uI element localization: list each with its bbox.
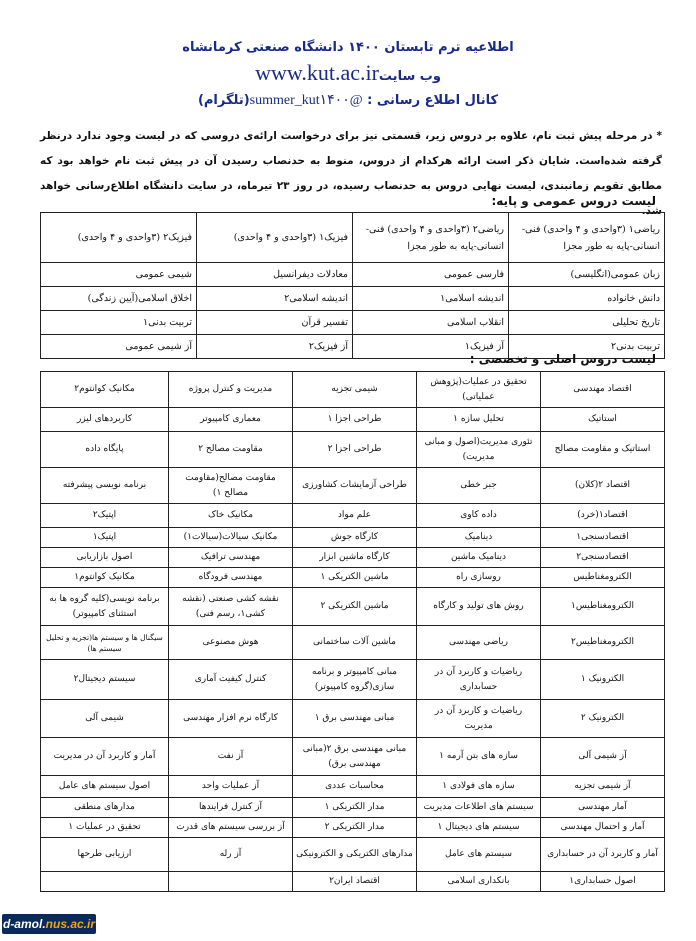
table-cell: آمار و احتمال مهندسی [541, 818, 665, 838]
table-cell: مکانیک خاک [169, 504, 293, 528]
table-cell: روش های تولید و کارگاه [417, 588, 541, 626]
table-row [41, 213, 665, 263]
table-cell: شیمی تجزیه [293, 372, 417, 408]
table-cell: طراحی اجزا ۲ [293, 432, 417, 468]
table-cell: مکانیک کوانتوم۱ [41, 568, 169, 588]
table-cell: سازه های بتن آرمه ۱ [417, 738, 541, 776]
table-cell: پایگاه داده [41, 432, 169, 468]
table-cell: اپتیک۲ [41, 504, 169, 528]
notice-paragraph: * در مرحله پیش ثبت نام، علاوه بر دروس زیر، قسمتی نیز برای درخواست ارائه‌ی دروسی که در لیست وجود ندارد درنظر گرفته شده‌است. شایان ذکر است ارائه هرکدام از دروس، منوط به حدنصاب رسیدن آن در پیش ثبت نام خواهد بود که مطابق تقویم زمانبندی، لیست نهایی دروس به حدنصاب رسیده، در روز ۲۳ تیرماه، در سایت دانشگاه اطلاع‌رسانی خواهد شد. [40, 130, 662, 217]
table-cell: اقتصاد ایران۲ [293, 872, 417, 892]
table-cell: اصول بازاریابی [41, 548, 169, 568]
table-cell: مدار الکتریکی ۱ [293, 798, 417, 818]
general-courses-heading: لیست دروس عمومی و پایه: [491, 194, 656, 208]
table-cell: اندیشه اسلامی۱ [353, 287, 509, 311]
specialized-courses-heading: لیست دروس اصلی و تخصصی : [469, 352, 656, 366]
table-cell: آز عملیات واحد [169, 776, 293, 798]
table-cell: شیمی آلی [41, 700, 169, 738]
table-cell: ماشین الکتریکی ۲ [293, 588, 417, 626]
table-cell: طراحی آزمایشات کشاورزی [293, 468, 417, 504]
channel-suffix: (تلگرام) [197, 93, 250, 108]
table-cell: مکانیک کوانتوم۲ [41, 372, 169, 408]
table-cell: آمار و کاربرد آن در مدیریت [41, 738, 169, 776]
table-cell: کارگاه جوش [293, 528, 417, 548]
table-cell: مبانی مهندسی برق ۱ [293, 700, 417, 738]
table-cell: ماشین آلات ساختمانی [293, 626, 417, 660]
table-cell: برنامه نویسی پیشرفته [41, 468, 169, 504]
table-row [41, 408, 665, 432]
table-row [41, 287, 665, 311]
table-cell: تربیت بدنی۲ [509, 335, 665, 359]
table-cell: مهندسی فرودگاه [169, 568, 293, 588]
table-cell: معماری کامپیوتر [169, 408, 293, 432]
table-cell: جبر خطی [417, 468, 541, 504]
table-cell: ریاضی۲ (۳واحدی و ۴ واحدی) فنی-انسانی-پایه به طور مجزا [353, 213, 509, 263]
table-row [41, 311, 665, 335]
table-cell: تئوری مدیریت(اصول و مبانی مدیریت) [417, 432, 541, 468]
logo-main: d-amol. [2, 917, 46, 931]
table-cell: سیستم دیجیتال۲ [41, 660, 169, 700]
table-cell: محاسبات عددی [293, 776, 417, 798]
table-cell: سازه های فولادی ۱ [417, 776, 541, 798]
table-cell: آز فیزیک۲ [197, 335, 353, 359]
table-cell: تفسیر قرآن [197, 311, 353, 335]
channel-line [0, 92, 696, 109]
table-row [41, 468, 665, 504]
table-cell: سیستم های دیجیتال ۱ [417, 818, 541, 838]
table-cell: اقتصادسنجی۱ [541, 528, 665, 548]
general-courses-table [40, 212, 665, 359]
table-cell: شیمی عمومی [41, 263, 197, 287]
table-cell: کارگاه ماشین ابزار [293, 548, 417, 568]
table-row [41, 738, 665, 776]
channel-handle[interactable]: @summer_kut۱۴۰۰ [249, 93, 363, 108]
specialized-courses-table [40, 371, 665, 892]
table-cell: آز فیزیک۱ [353, 335, 509, 359]
table-row [41, 818, 665, 838]
table-cell: مدیریت و کنترل پروژه [169, 372, 293, 408]
table-row [41, 872, 665, 892]
table-cell: اندیشه اسلامی۲ [197, 287, 353, 311]
table-cell: تربیت بدنی۱ [41, 311, 197, 335]
table-cell: آمار مهندسی [541, 798, 665, 818]
table-cell: مبانی کامپیوتر و برنامه سازی(گروه کامپیوتر) [293, 660, 417, 700]
table-row [41, 588, 665, 626]
table-cell: هوش مصنوعی [169, 626, 293, 660]
table-cell: استاتیک و مقاومت مصالح [541, 432, 665, 468]
table-cell: معادلات دیفرانسیل [197, 263, 353, 287]
table-cell: مکانیک سیالات(سیالات۱) [169, 528, 293, 548]
table-cell: مقاومت مصالح(مقاومت مصالح ۱) [169, 468, 293, 504]
table-cell: اپتیک۱ [41, 528, 169, 548]
table-row [41, 626, 665, 660]
table-cell: کاربردهای لیزر [41, 408, 169, 432]
table-cell: مقاومت مصالح ۲ [169, 432, 293, 468]
table-row [41, 700, 665, 738]
table-cell: دینامیک [417, 528, 541, 548]
table-cell: اقتصاد مهندسی [541, 372, 665, 408]
table-row [41, 548, 665, 568]
table-row [41, 776, 665, 798]
table-cell: تحقیق در عملیات(پژوهش عملیاتی) [417, 372, 541, 408]
table-cell: انقلاب اسلامی [353, 311, 509, 335]
table-cell: اقتصاد ۲(کلان) [541, 468, 665, 504]
table-cell: آز نفت [169, 738, 293, 776]
table-cell: مهندسی ترافیک [169, 548, 293, 568]
table-cell: آز شیمی آلی [541, 738, 665, 776]
table-cell: الکترونیک ۱ [541, 660, 665, 700]
table-cell: تاریخ تحلیلی [509, 311, 665, 335]
table-cell: بانکداری اسلامی [417, 872, 541, 892]
table-cell: تحقیق در عملیات ۱ [41, 818, 169, 838]
table-row [41, 263, 665, 287]
table-cell: اصول سیستم های عامل [41, 776, 169, 798]
table-cell: اقتصاد۱(خرد) [541, 504, 665, 528]
table-cell: نقشه کشی صنعتی (نقشه کشی۱، رسم فنی) [169, 588, 293, 626]
table-cell: سیگنال ها و سیستم ها(تجزیه و تحلیل سیستم ها) [41, 626, 169, 660]
table-row [41, 798, 665, 818]
table-cell: کنترل کیفیت آماری [169, 660, 293, 700]
table-cell: مدارهای الکتریکی و الکترونیکی [293, 838, 417, 872]
table-cell: ماشین الکتریکی ۱ [293, 568, 417, 588]
table-cell [169, 872, 293, 892]
table-cell: فیزیک۲ (۳واحدی و ۴ واحدی) [41, 213, 197, 263]
table-cell: داده کاوی [417, 504, 541, 528]
table-cell: آز شیمی عمومی [41, 335, 197, 359]
table-cell: مدارهای منطقی [41, 798, 169, 818]
table-row [41, 838, 665, 872]
table-cell: فیزیک۱ (۳واحدی و ۴ واحدی) [197, 213, 353, 263]
page-title: اطلاعیه ترم تابستان ۱۴۰۰ دانشگاه صنعتی کرمانشاه [182, 40, 514, 55]
table-cell: ریاضیات و کاربرد آن در مدیریت [417, 700, 541, 738]
table-row [41, 528, 665, 548]
table-cell: اقتصادسنجی۲ [541, 548, 665, 568]
table-cell: زبان عمومی(انگلیسی) [509, 263, 665, 287]
table-cell: روسازی راه [417, 568, 541, 588]
table-row [41, 568, 665, 588]
table-row [41, 372, 665, 408]
table-cell: طراحی اجزا ۱ [293, 408, 417, 432]
table-cell: فارسی عمومی [353, 263, 509, 287]
table-cell: مدار الکتریکی ۲ [293, 818, 417, 838]
table-cell [41, 872, 169, 892]
website-label: وب سایت [378, 69, 441, 84]
table-cell: الکترومغناطیس [541, 568, 665, 588]
channel-label: کانال اطلاع رسانی : [367, 93, 499, 108]
table-cell: استاتیک [541, 408, 665, 432]
table-cell: ریاضیات و کاربرد آن در حسابداری [417, 660, 541, 700]
table-cell: الکترومغناطیس۱ [541, 588, 665, 626]
table-cell: مبانی مهندسی برق ۲(مبانی مهندسی برق) [293, 738, 417, 776]
table-cell: سیستم های اطلاعات مدیریت [417, 798, 541, 818]
table-cell: ارزیابی طرحها [41, 838, 169, 872]
logo-accent: nus.ac.ir [45, 917, 96, 931]
table-cell: آز رله [169, 838, 293, 872]
website-line [0, 60, 696, 86]
table-cell: آمار و کاربرد آن در حسابداری [541, 838, 665, 872]
table-row [41, 432, 665, 468]
table-cell: الکترومغناطیس۲ [541, 626, 665, 660]
table-cell: برنامه نویسی(کلیه گروه ها به استثنای کامپیوتر) [41, 588, 169, 626]
table-cell: علم مواد [293, 504, 417, 528]
table-cell: کارگاه نرم افزار مهندسی [169, 700, 293, 738]
table-row [41, 504, 665, 528]
table-cell: سیستم های عامل [417, 838, 541, 872]
table-cell: اخلاق اسلامی(آیین زندگی) [41, 287, 197, 311]
table-cell: ریاضی۱ (۳واحدی و ۴ واحدی) فنی-انسانی-پایه به طور مجزا [509, 213, 665, 263]
table-cell: دینامیک ماشین [417, 548, 541, 568]
table-cell: آز بررسی سیستم های قدرت [169, 818, 293, 838]
table-cell: تحلیل سازه ۱ [417, 408, 541, 432]
table-cell: آز کنترل فرایندها [169, 798, 293, 818]
table-cell: اصول حسابداری۱ [541, 872, 665, 892]
table-row [41, 660, 665, 700]
website-link[interactable]: www.kut.ac.ir [255, 60, 379, 85]
table-cell: دانش خانواده [509, 287, 665, 311]
table-cell: ریاضی مهندسی [417, 626, 541, 660]
table-cell: الکترونیک ۲ [541, 700, 665, 738]
site-logo [2, 914, 96, 934]
table-cell: آز شیمی تجزیه [541, 776, 665, 798]
